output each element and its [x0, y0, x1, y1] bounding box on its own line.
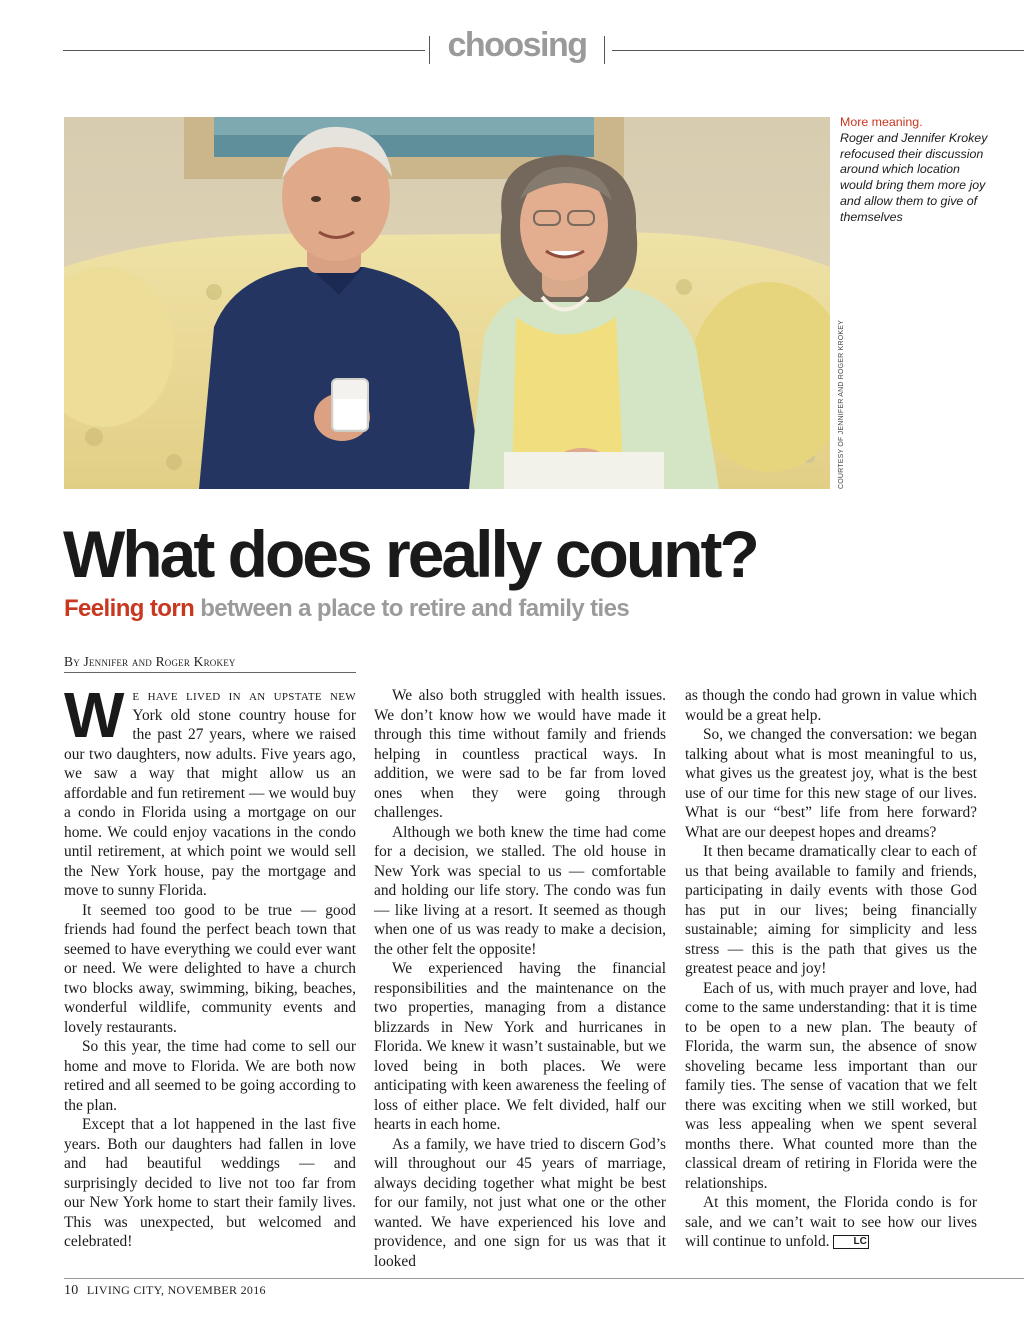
deck — [64, 594, 629, 624]
article-column-3 — [685, 686, 977, 1252]
couple-photo — [64, 117, 830, 489]
caption-body: Roger and Jennifer Krokey refocused their discussion around which location would bring them more joy and allow them to give of themselves — [840, 130, 988, 224]
paragraph-text: York old stone country house for the past 27 years, where we raised our two daughters, now adults. Five years ago, we saw a way that might allow us an affordable and fun retirement — we would buy a condo in Florida using a mortgage on our home. We could enjoy vacations in the condo until retirement, at which point we would sell the New York house, pay the mortgage and move to sunny Florida. — [64, 706, 356, 899]
article-paragraph — [685, 1193, 977, 1252]
article-column-2 — [374, 686, 666, 1271]
article-paragraph: So this year, the time had come to sell our home and move to Florida. We are both now retired and all seemed to be going according to the plan. — [64, 1038, 356, 1114]
section-tick-left — [429, 36, 430, 64]
section-rule-left — [63, 50, 425, 51]
byline-rule — [64, 672, 356, 673]
article-paragraph: So, we changed the conversation: we began talking about what is most meaningful to us, what gives us the greatest joy, what is the best use of our time for this new stage of our lives. What is our “best” life from here forward? What are our deepest hopes and dreams? — [685, 726, 977, 841]
article-paragraph: It seemed too good to be true — good friends had found the perfect beach town that seemed to have everything we could ever want or need. We were delighted to have a church two blocks away, swimming, biking, beaches, wonderful wildlife, community events and lovely restaurants. — [64, 901, 356, 1036]
page-number: 10 — [64, 1283, 79, 1298]
byline: By Jennifer and Roger Krokey — [64, 654, 236, 669]
article-paragraph: Each of us, with much prayer and love, had come to the same understanding: that it is time to be open to a new plan. The beauty of Florida, the warm sun, the absence of snow shoveling became less important than our family ties. The sense of vacation that we felt there was exciting when we still worked, but was less appealing when we spent several months there. What counted more than the classical dream of retiring in Florida were the relationships. — [685, 979, 977, 1192]
end-mark-icon: LC — [833, 1235, 868, 1249]
drop-cap: W — [64, 679, 125, 751]
article-paragraph: Although we both knew the time had come for a decision, we stalled. The old house in New York was special to us — comfortable and holding our life story. The condo was fun — like living at a resort. It seemed as though when one of us was ready to make a decision, the other felt the opposite! — [374, 823, 666, 958]
deck-rest: between a place to retire and family ties — [200, 595, 630, 622]
article-paragraph — [64, 679, 356, 901]
headline: What does really count? — [63, 517, 757, 591]
photo-caption — [840, 115, 990, 226]
article-paragraph: As a family, we have tried to discern God’s will throughout our 45 years of marriage, always deciding together what might be best for our family, not just what one or the other wanted. We have experienced his love and providence, and one sign for us was that it looked — [374, 1135, 666, 1270]
article-column-1 — [64, 679, 356, 1252]
paragraph-text: At this moment, the Florida condo is for sale, and we can’t wait to see how our lives will continue to unfold. — [685, 1194, 977, 1250]
section-rule-right — [612, 50, 1024, 51]
article-paragraph: Except that a lot happened in the last five years. Both our daughters had fallen in love and had beautiful weddings — and surprisingly decided to live not too far from our New York home to start their family lives. This was unexpected, but welcomed and celebrated! — [64, 1116, 356, 1250]
section-label: choosing — [447, 26, 587, 64]
deck-highlight: Feeling torn — [64, 595, 195, 622]
article-paragraph: as though the condo had grown in value which would be a great help. — [685, 687, 977, 724]
article-paragraph: It then became dramatically clear to each of us that being available to family and friends, participating in daily events with those God has put in our lives; being financially sustainable; aiming for simplicity and less stress — this is the path that gives us the greatest peace and joy! — [685, 843, 977, 977]
section-tick-right — [604, 36, 605, 64]
footer-rule — [64, 1278, 1024, 1279]
photo-credit: COURTESY OF JENNIFER AND ROGER KROKEY — [838, 320, 845, 489]
page-footer — [64, 1283, 266, 1299]
caption-lead: More meaning. — [840, 115, 923, 129]
article-paragraph: We also both struggled with health issues. We don’t know how we would have made it through this time without family and friends helping in countless practical ways. In addition, we were sad to be far from loved ones when they were going through challenges. — [374, 687, 666, 821]
article-paragraph: We experienced having the financial responsibilities and the maintenance on the two properties, managing from a distance blizzards in New York and hurricanes in Florida. We knew it wasn’t sustainable, but we loved being in both places. We were anticipating with keen awareness the feeling of loss of either place. We felt divided, half our hearts in each home. — [374, 960, 666, 1133]
lead-in-smallcaps: e have lived in an upstate new — [132, 687, 356, 704]
publication-info: LIVING CITY, NOVEMBER 2016 — [86, 1283, 266, 1297]
